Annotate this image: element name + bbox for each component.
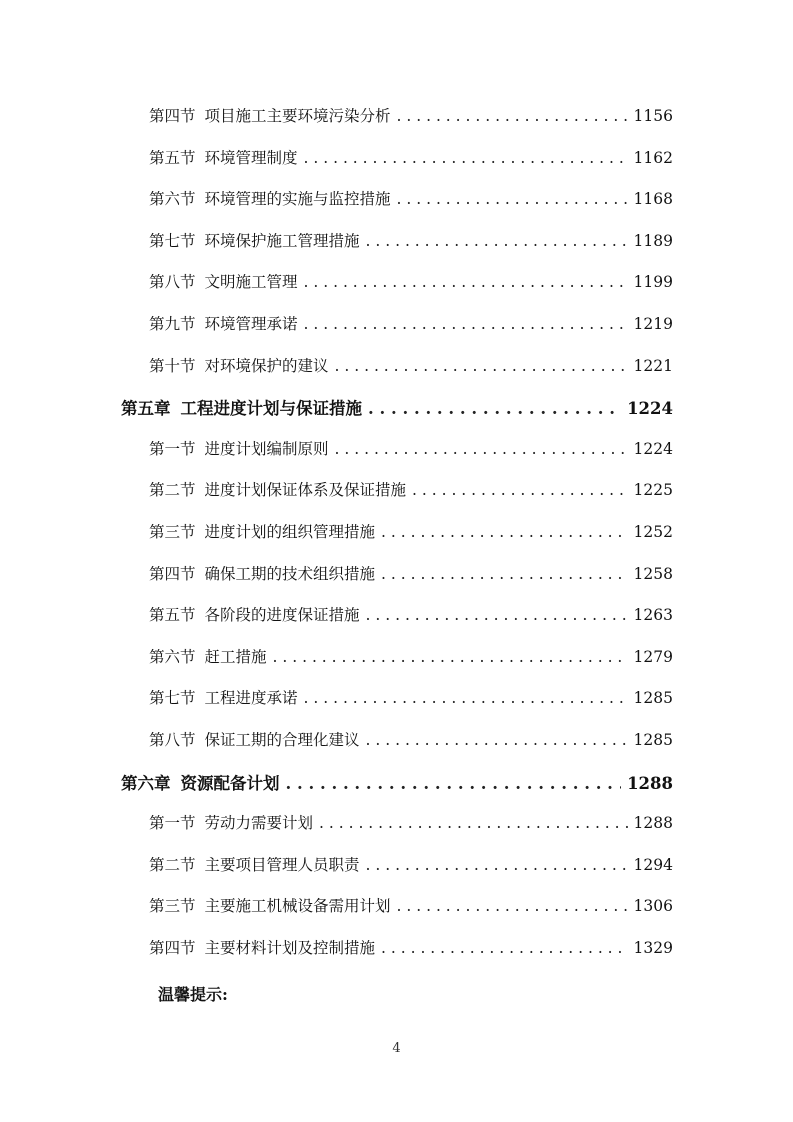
toc-entry-page: 1285 bbox=[633, 689, 673, 708]
toc-entry-page: 1199 bbox=[633, 273, 673, 292]
toc-entry-title: 工程进度承诺 bbox=[204, 689, 298, 708]
toc-entry-page: 1294 bbox=[633, 855, 673, 874]
toc-leader-dots bbox=[366, 232, 628, 250]
toc-entry-title: 进度计划保证体系及保证措施 bbox=[204, 481, 407, 500]
toc-entry-title: 环境保护施工管理措施 bbox=[204, 231, 360, 250]
toc-section-entry[interactable] bbox=[149, 104, 673, 132]
page-number: 4 bbox=[392, 1041, 401, 1056]
toc-entry-page: 1162 bbox=[633, 148, 673, 167]
toc-entry-number: 第五节 bbox=[149, 148, 196, 167]
toc-entry-title: 各阶段的进度保证措施 bbox=[204, 606, 360, 625]
toc-leader-dots bbox=[366, 731, 628, 749]
toc-section-entry[interactable] bbox=[149, 728, 673, 756]
toc-entry-page: 1224 bbox=[627, 399, 673, 419]
toc-leader-dots bbox=[304, 273, 628, 291]
toc-leader-dots bbox=[366, 606, 628, 624]
toc-section-entry[interactable] bbox=[149, 437, 673, 465]
tip-label: 温馨提示: bbox=[158, 985, 228, 1004]
toc-entry-page: 1288 bbox=[633, 814, 673, 833]
toc-leader-dots bbox=[397, 897, 628, 915]
toc-leader-dots bbox=[366, 856, 628, 874]
toc-section-entry[interactable] bbox=[149, 312, 673, 340]
toc-section-entry[interactable] bbox=[149, 894, 673, 922]
toc-entry-number: 第六章 bbox=[121, 773, 171, 793]
toc-leader-dots bbox=[286, 774, 622, 793]
toc-entry-page: 1225 bbox=[633, 481, 673, 500]
toc-entry-page: 1156 bbox=[633, 107, 673, 125]
toc-entry-title: 保证工期的合理化建议 bbox=[204, 731, 360, 749]
toc-section-entry[interactable] bbox=[149, 853, 673, 881]
toc-entry-title: 主要项目管理人员职责 bbox=[204, 855, 360, 874]
toc-entry-number: 第六节 bbox=[149, 190, 196, 209]
toc-section-entry[interactable] bbox=[149, 478, 673, 506]
toc-entry-page: 1258 bbox=[633, 564, 673, 583]
toc-section-entry[interactable] bbox=[149, 187, 673, 215]
toc-entry-number: 第七节 bbox=[149, 689, 196, 708]
toc-chapter-entry[interactable] bbox=[121, 770, 673, 798]
toc-entry-title: 环境管理承诺 bbox=[204, 315, 298, 333]
toc-section-entry[interactable] bbox=[149, 562, 673, 590]
toc-section-entry[interactable] bbox=[149, 229, 673, 257]
toc-leader-dots bbox=[368, 399, 621, 418]
toc-leader-dots bbox=[412, 481, 628, 499]
toc-entry-number: 第九节 bbox=[149, 315, 196, 333]
toc-entry-title: 环境管理制度 bbox=[204, 148, 298, 167]
toc-entry-title: 劳动力需要计划 bbox=[204, 814, 314, 833]
toc-leader-dots bbox=[397, 107, 628, 125]
toc-leader-dots bbox=[304, 315, 628, 333]
toc-entry-title: 赶工措施 bbox=[204, 647, 267, 666]
toc-leader-dots bbox=[273, 648, 628, 666]
toc-leader-dots bbox=[335, 440, 628, 458]
toc-section-entry[interactable] bbox=[149, 811, 673, 839]
toc-section-entry[interactable] bbox=[149, 270, 673, 298]
toc-section-entry[interactable] bbox=[149, 603, 673, 631]
toc-leader-dots bbox=[319, 814, 628, 832]
toc-leader-dots bbox=[304, 689, 628, 707]
toc-entry-number: 第八节 bbox=[149, 273, 196, 292]
toc-entry-page: 1279 bbox=[633, 647, 673, 666]
toc-entry-title: 主要施工机械设备需用计划 bbox=[204, 897, 391, 916]
toc-entry-title: 对环境保护的建议 bbox=[204, 356, 329, 375]
toc-entry-number: 第四节 bbox=[149, 939, 196, 957]
toc-entry-title: 确保工期的技术组织措施 bbox=[204, 564, 376, 583]
toc-entry-page: 1306 bbox=[633, 897, 673, 916]
toc-entry-title: 工程进度计划与保证措施 bbox=[180, 399, 362, 419]
toc-entry-number: 第六节 bbox=[149, 647, 196, 666]
toc-entry-number: 第七节 bbox=[149, 231, 196, 250]
toc-section-entry[interactable] bbox=[149, 645, 673, 673]
toc-entry-title: 主要材料计划及控制措施 bbox=[204, 939, 376, 957]
toc-entry-number: 第五章 bbox=[121, 399, 171, 419]
toc-entry-number: 第三节 bbox=[149, 897, 196, 916]
toc-section-entry[interactable] bbox=[149, 936, 673, 964]
toc-entry-page: 1168 bbox=[633, 190, 673, 209]
toc-section-entry[interactable] bbox=[149, 354, 673, 382]
toc-section-entry[interactable] bbox=[149, 146, 673, 174]
toc-leader-dots bbox=[397, 190, 628, 208]
toc-entry-number: 第三节 bbox=[149, 523, 196, 541]
toc-entry-page: 1285 bbox=[633, 731, 673, 749]
toc-entry-number: 第一节 bbox=[149, 814, 196, 833]
toc-entry-page: 1221 bbox=[633, 356, 673, 375]
toc-entry-number: 第十节 bbox=[149, 356, 196, 375]
toc-entry-number: 第一节 bbox=[149, 439, 196, 458]
toc-leader-dots bbox=[304, 149, 628, 167]
toc-entry-number: 第四节 bbox=[149, 564, 196, 583]
toc-entry-title: 资源配备计划 bbox=[180, 773, 280, 793]
toc-entry-page: 1263 bbox=[633, 606, 673, 625]
toc-leader-dots bbox=[381, 565, 628, 583]
toc-entry-title: 进度计划的组织管理措施 bbox=[204, 523, 376, 541]
toc-entry-number: 第二节 bbox=[149, 855, 196, 874]
toc-section-entry[interactable] bbox=[149, 686, 673, 714]
toc-entry-number: 第四节 bbox=[149, 107, 196, 125]
toc-section-entry[interactable] bbox=[149, 520, 673, 548]
toc-leader-dots bbox=[335, 357, 628, 375]
toc-entry-number: 第八节 bbox=[149, 731, 196, 749]
toc-entry-page: 1329 bbox=[633, 939, 673, 957]
toc-entry-title: 环境管理的实施与监控措施 bbox=[204, 190, 391, 209]
toc-entry-page: 1189 bbox=[633, 231, 673, 250]
toc-entry-title: 项目施工主要环境污染分析 bbox=[204, 107, 391, 125]
toc-entry-page: 1288 bbox=[627, 773, 673, 793]
toc-entry-number: 第二节 bbox=[149, 481, 196, 500]
toc-leader-dots bbox=[381, 939, 628, 957]
toc-leader-dots bbox=[381, 523, 628, 541]
toc-entry-title: 文明施工管理 bbox=[204, 273, 298, 292]
toc-entry-page: 1224 bbox=[633, 439, 673, 458]
toc-entry-title: 进度计划编制原则 bbox=[204, 439, 329, 458]
toc-chapter-entry[interactable] bbox=[121, 395, 673, 423]
toc-entry-page: 1219 bbox=[633, 315, 673, 333]
toc-entry-number: 第五节 bbox=[149, 606, 196, 625]
toc-entry-page: 1252 bbox=[633, 523, 673, 541]
